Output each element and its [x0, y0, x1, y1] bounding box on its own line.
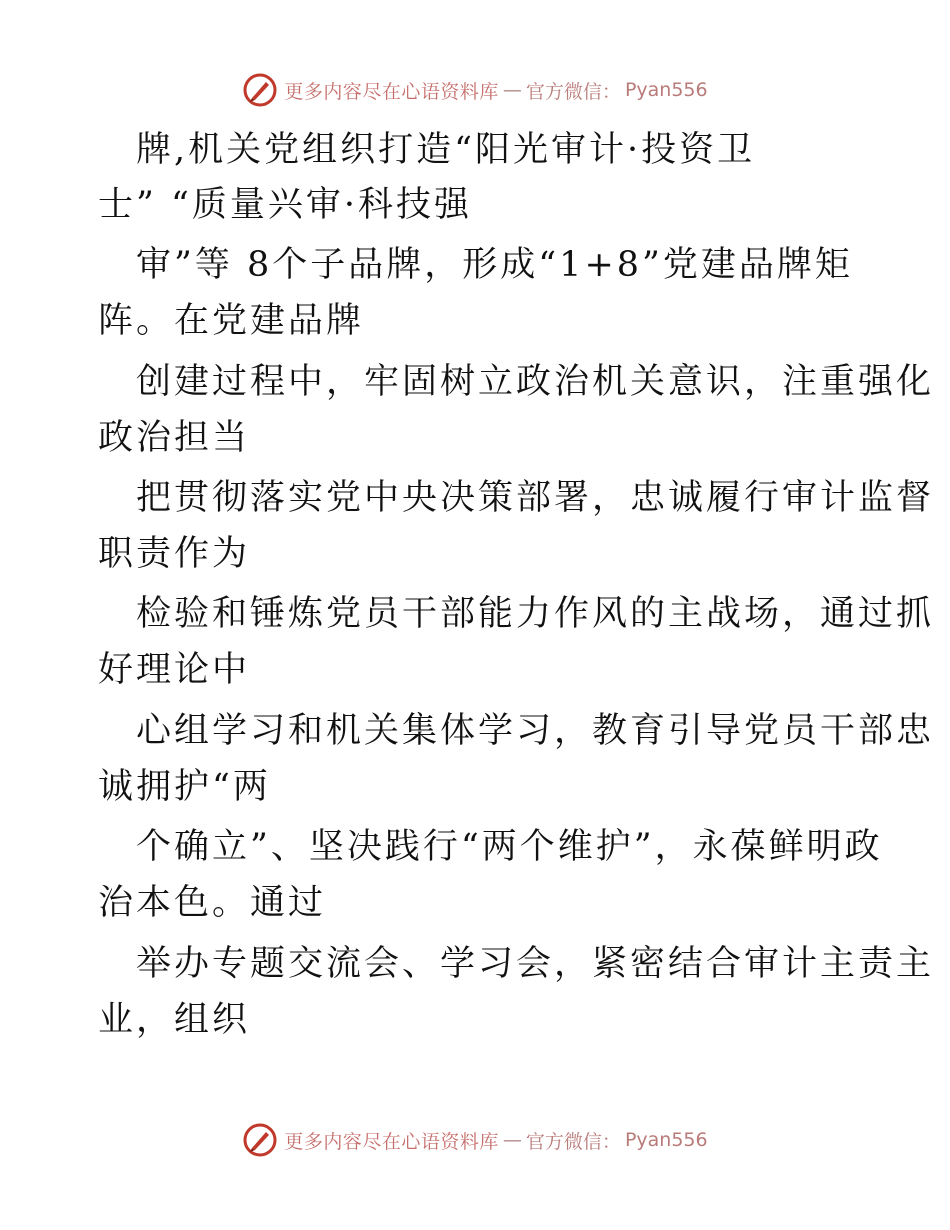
text-line: 牌,机关党组织打造“阳光审计·投资卫	[136, 130, 756, 170]
text-line: 心组学习和机关集体学习，教育引导党员干部忠	[136, 711, 935, 751]
text-line: 创建过程中，牢固树立政治机关意识，注重强化	[136, 362, 935, 402]
text-line: 业，组织	[98, 1000, 251, 1040]
header-banner	[0, 70, 950, 110]
text-line: 检验和锤炼党员干部能力作风的主战场，通过抓	[136, 594, 935, 634]
banner-separator: —	[502, 79, 522, 101]
wechat-label: 官方微信：	[525, 1130, 621, 1153]
text-line: 举办专题交流会、学习会，紧密结合审计主责主	[136, 944, 935, 984]
pen-logo-icon	[242, 1122, 278, 1158]
text-line: 职责作为	[98, 534, 251, 574]
footer-banner	[0, 1120, 950, 1160]
banner-text: 更多内容尽在心语资料库	[284, 80, 499, 103]
text-line: 个确立”、坚决践行“两个维护”，永葆鲜明政	[136, 827, 883, 867]
text-line: 审”等 8个子品牌，形成“1+8”党建品牌矩	[136, 245, 853, 285]
text-line: 治本色。通过	[98, 883, 327, 923]
banner-text: 更多内容尽在心语资料库	[284, 1130, 499, 1153]
text-line: 好理论中	[98, 650, 251, 690]
wechat-id: Pyan556	[624, 79, 708, 101]
text-line: 阵。在党建品牌	[98, 301, 365, 341]
pen-logo-icon	[242, 72, 278, 108]
text-line: 诚拥护“两	[98, 767, 271, 807]
text-line: 政治担当	[98, 418, 251, 458]
banner-separator: —	[502, 1129, 522, 1151]
wechat-label: 官方微信：	[525, 80, 621, 103]
text-line: 士” “质量兴审·科技强	[98, 185, 473, 225]
text-line: 把贯彻落实党中央决策部署，忠诚履行审计监督	[136, 478, 935, 518]
wechat-id: Pyan556	[624, 1129, 708, 1151]
